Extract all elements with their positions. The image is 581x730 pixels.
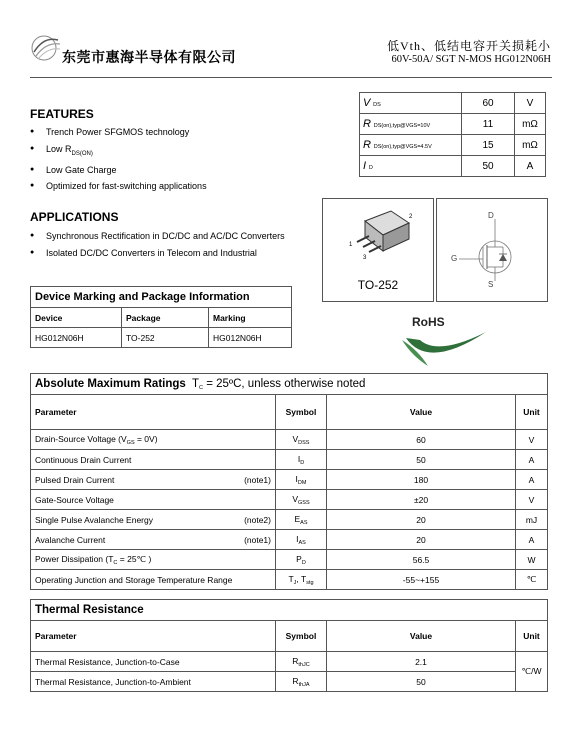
- table-cell: TO-252: [122, 328, 209, 348]
- parameter-cell: Single Pulse Avalanche Energy (note2): [31, 510, 276, 530]
- value-cell: 50: [327, 672, 516, 692]
- parameter-cell: Pulsed Drain Current (note1): [31, 470, 276, 490]
- pin-label: G: [451, 254, 458, 263]
- value-cell: 20: [327, 530, 516, 550]
- unit-cell: V: [516, 430, 548, 450]
- company-name: 东莞市惠海半导体有限公司: [62, 49, 236, 65]
- column-header: Value: [327, 395, 516, 430]
- unit-cell: ℃: [516, 570, 548, 590]
- spec-row: [360, 114, 546, 135]
- pin-label: 1: [349, 242, 353, 248]
- spec-unit: mΩ: [515, 135, 546, 156]
- unit-cell: W: [516, 550, 548, 570]
- table-cell: HG012N06H: [31, 328, 122, 348]
- features-heading: FEATURES: [30, 107, 94, 121]
- to252-package-icon: [323, 199, 433, 279]
- column-header: Unit: [516, 395, 548, 430]
- marking-title: Device Marking and Package Information: [31, 287, 292, 308]
- parameter-cell: Continuous Drain Current: [31, 450, 276, 470]
- mosfet-symbol: [436, 198, 548, 302]
- list-item: ● Low Gate Charge: [30, 162, 207, 179]
- column-header: Symbol: [276, 621, 327, 652]
- product-tagline: 低Vth、低结电容开关损耗小: [386, 39, 551, 53]
- features-list: [30, 124, 207, 195]
- spec-value: 15: [462, 135, 515, 156]
- unit-cell: A: [516, 450, 548, 470]
- value-cell: ±20: [327, 490, 516, 510]
- parameter-cell: Thermal Resistance, Junction-to-Case: [31, 652, 276, 672]
- spec-symbol: R DS(on),typ@VGS=10V: [360, 114, 462, 135]
- key-spec-table: [359, 92, 546, 177]
- spec-row: [360, 135, 546, 156]
- thermal-title: Thermal Resistance: [31, 600, 548, 621]
- column-header: Parameter: [31, 395, 276, 430]
- symbol-cell: $P_D$: [276, 550, 327, 570]
- spec-symbol: V DS: [360, 93, 462, 114]
- symbol-cell: $E_{AS}$: [276, 510, 327, 530]
- value-cell: 60: [327, 430, 516, 450]
- spec-row: [360, 93, 546, 114]
- symbol-cell: $V_{GSS}$: [276, 490, 327, 510]
- applications-list: [30, 228, 285, 261]
- table-row: [31, 570, 548, 590]
- table-row: [31, 550, 548, 570]
- table-cell: HG012N06H: [209, 328, 292, 348]
- table-row: [31, 450, 548, 470]
- rohs-logo: [398, 310, 490, 368]
- list-item: ● Isolated DC/DC Converters in Telecom and Industrial: [30, 245, 285, 262]
- parameter-cell: Thermal Resistance, Junction-to-Ambient: [31, 672, 276, 692]
- spec-unit: V: [515, 93, 546, 114]
- value-cell: 180: [327, 470, 516, 490]
- spec-symbol: R DS(on),typ@VGS=4.5V: [360, 135, 462, 156]
- symbol-cell: $I_{DM}$: [276, 470, 327, 490]
- spec-unit: A: [515, 156, 546, 177]
- package-name: TO-252: [357, 278, 399, 292]
- unit-cell: V: [516, 490, 548, 510]
- column-header: Device: [31, 308, 122, 328]
- column-header: Unit: [516, 621, 548, 652]
- thermal-resistance-table: [30, 599, 548, 692]
- symbol-cell: $I_{AS}$: [276, 530, 327, 550]
- applications-heading: APPLICATIONS: [30, 210, 119, 224]
- table-row: [31, 470, 548, 490]
- list-item: ● Low $R_{DS(ON)}$: [30, 141, 207, 162]
- unit-cell: ℃/W: [516, 652, 548, 692]
- table-header-row: [31, 308, 292, 328]
- table-row: [31, 672, 548, 692]
- table-row: [31, 490, 548, 510]
- company-logo: [30, 34, 62, 62]
- value-cell: 2.1: [327, 652, 516, 672]
- spec-row: [360, 156, 546, 177]
- list-item: ● Synchronous Rectification in DC/DC and AC/DC Converters: [30, 228, 285, 245]
- spec-unit: mΩ: [515, 114, 546, 135]
- column-header: Parameter: [31, 621, 276, 652]
- spec-value: 60: [462, 93, 515, 114]
- parameter-cell: Power Dissipation ($T_C$ = 25℃ ): [31, 550, 276, 570]
- unit-cell: A: [516, 530, 548, 550]
- parameter-cell: Drain-Source Voltage $(V_{GS} = 0V)$: [31, 430, 276, 450]
- pin-label: D: [488, 211, 494, 220]
- package-drawing: [322, 198, 434, 302]
- svg-text:RoHS: RoHS: [412, 315, 445, 329]
- unit-cell: A: [516, 470, 548, 490]
- symbol-cell: $R_{thJC}$: [276, 652, 327, 672]
- header-divider: [30, 77, 552, 78]
- pin-label: S: [488, 280, 494, 289]
- unit-cell: mJ: [516, 510, 548, 530]
- column-header: Value: [327, 621, 516, 652]
- list-item: ● Trench Power SFGMOS technology: [30, 124, 207, 141]
- table-row: [31, 510, 548, 530]
- table-row: [31, 430, 548, 450]
- table-row: [31, 530, 548, 550]
- marking-table: [30, 286, 292, 348]
- spec-value: 11: [462, 114, 515, 135]
- table-row: [31, 328, 292, 348]
- symbol-cell: $I_D$: [276, 450, 327, 470]
- symbol-cell: $R_{thJA}$: [276, 672, 327, 692]
- column-header: Symbol: [276, 395, 327, 430]
- n-mosfet-icon: [437, 199, 547, 301]
- value-cell: 56.5: [327, 550, 516, 570]
- part-number-line: 60V-50A/ SGT N-MOS HG012N06H: [391, 54, 551, 65]
- symbol-cell: $V_{DSS}$: [276, 430, 327, 450]
- parameter-cell: Operating Junction and Storage Temperature Range: [31, 570, 276, 590]
- parameter-cell: Gate-Source Voltage: [31, 490, 276, 510]
- table-header-row: [31, 395, 548, 430]
- absolute-ratings-table: [30, 373, 548, 590]
- list-item: ● Optimized for fast-switching applications: [30, 178, 207, 195]
- column-header: Marking: [209, 308, 292, 328]
- symbol-cell: $T_J$, $T_{stg}$: [276, 570, 327, 590]
- table-row: [31, 652, 548, 672]
- ratings-title: Absolute Maximum Ratings TC = 25ºC, unless otherwise noted: [31, 374, 548, 395]
- spec-value: 50: [462, 156, 515, 177]
- value-cell: 50: [327, 450, 516, 470]
- pin-label: 3: [363, 255, 367, 261]
- column-header: Package: [122, 308, 209, 328]
- parameter-cell: Avalanche Current (note1): [31, 530, 276, 550]
- pin-label: 2: [409, 214, 413, 220]
- value-cell: 20: [327, 510, 516, 530]
- value-cell: -55~+155: [327, 570, 516, 590]
- spec-symbol: I D: [360, 156, 462, 177]
- table-header-row: [31, 621, 548, 652]
